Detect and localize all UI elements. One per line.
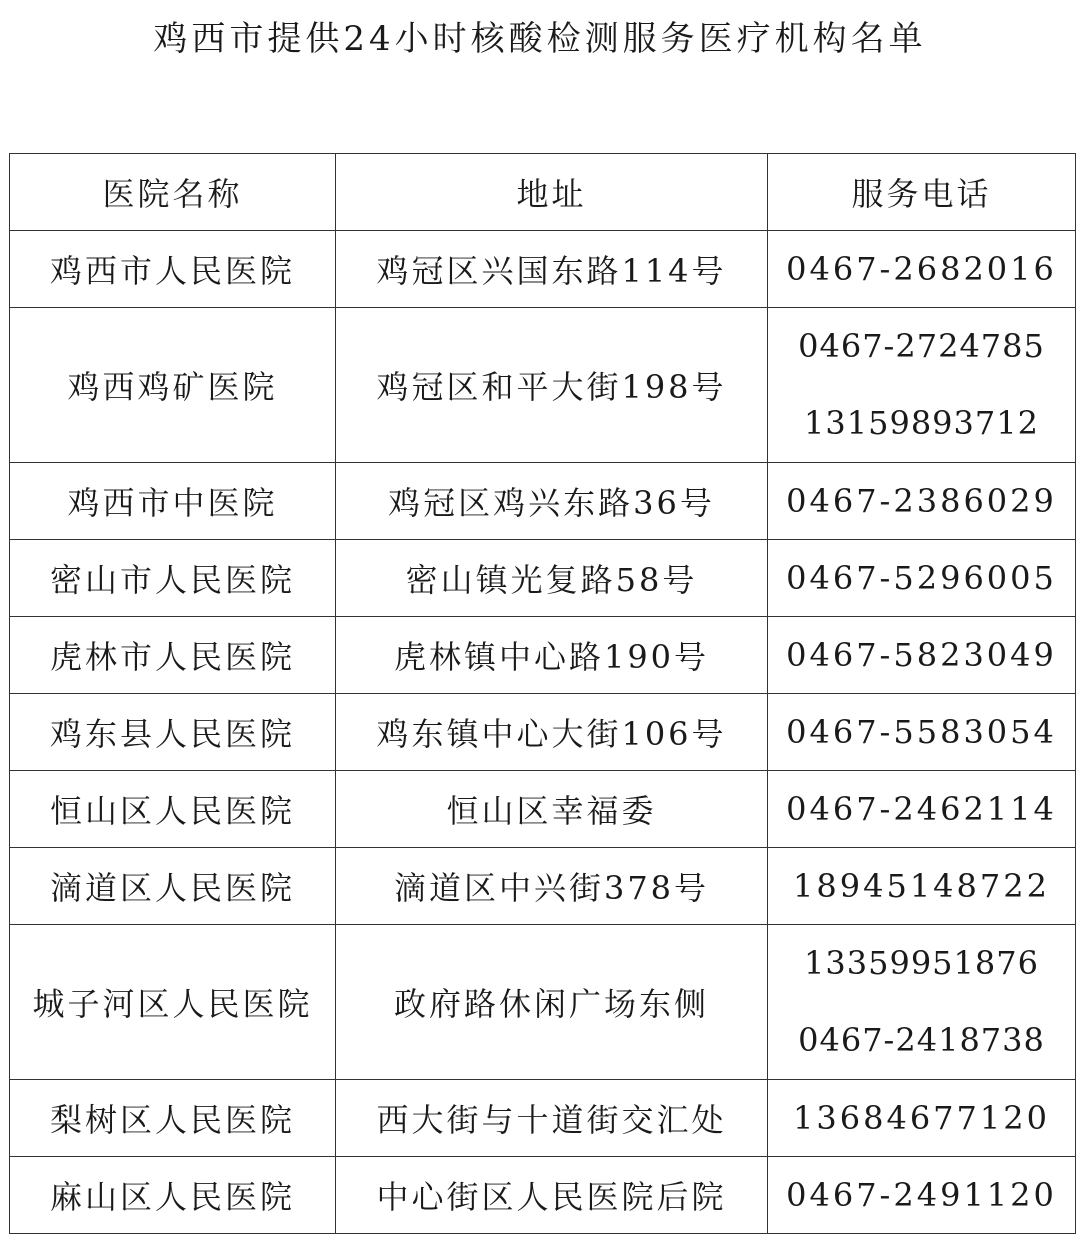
column-header-address: 地址 <box>336 154 768 231</box>
address-cell: 西大街与十道街交汇处 <box>336 1080 768 1157</box>
table-row <box>10 540 1076 617</box>
table-row <box>10 848 1076 925</box>
phone-cell: 0467-2682016 <box>768 231 1076 308</box>
hospital-name-cell: 恒山区人民医院 <box>10 771 336 848</box>
phone-cell: 18945148722 <box>768 848 1076 925</box>
table-row <box>10 231 1076 308</box>
table-row <box>10 463 1076 540</box>
hospital-name-cell: 城子河区人民医院 <box>10 925 336 1080</box>
table-row <box>10 1157 1076 1234</box>
phone-cell: 13684677120 <box>768 1080 1076 1157</box>
hospital-name-cell: 麻山区人民医院 <box>10 1157 336 1234</box>
phone-cell: 0467-2491120 <box>768 1157 1076 1234</box>
phone-number: 0467-2724785 <box>798 327 1045 365</box>
hospital-name-cell: 鸡西市中医院 <box>10 463 336 540</box>
address-cell: 鸡冠区兴国东路114号 <box>336 231 768 308</box>
phone-cell: 0467-5296005 <box>768 540 1076 617</box>
hospital-name-cell: 梨树区人民医院 <box>10 1080 336 1157</box>
address-cell: 密山镇光复路58号 <box>336 540 768 617</box>
table-row <box>10 694 1076 771</box>
phone-cell: 0467-5823049 <box>768 617 1076 694</box>
page-title: 鸡西市提供24小时核酸检测服务医疗机构名单 <box>153 19 927 59</box>
address-cell: 恒山区幸福委 <box>336 771 768 848</box>
address-cell: 中心街区人民医院后院 <box>336 1157 768 1234</box>
phone-cell <box>768 308 1076 463</box>
hospital-name-cell: 鸡西市人民医院 <box>10 231 336 308</box>
column-header-hospital-name: 医院名称 <box>10 154 336 231</box>
table-header-row <box>10 154 1076 231</box>
table-row <box>10 771 1076 848</box>
hospital-name-cell: 鸡西鸡矿医院 <box>10 308 336 463</box>
table-row <box>10 925 1076 1080</box>
phone-cell: 0467-5583054 <box>768 694 1076 771</box>
hospital-name-cell: 虎林市人民医院 <box>10 617 336 694</box>
column-header-phone: 服务电话 <box>768 154 1076 231</box>
table-row <box>10 308 1076 463</box>
phone-number: 13159893712 <box>804 404 1039 442</box>
address-cell: 政府路休闲广场东侧 <box>336 925 768 1080</box>
hospital-name-cell: 鸡东县人民医院 <box>10 694 336 771</box>
address-cell: 虎林镇中心路190号 <box>336 617 768 694</box>
address-cell: 滴道区中兴街378号 <box>336 848 768 925</box>
hospital-name-cell: 密山市人民医院 <box>10 540 336 617</box>
address-cell: 鸡东镇中心大街106号 <box>336 694 768 771</box>
table-row <box>10 617 1076 694</box>
hospital-table <box>9 153 1076 1234</box>
phone-number: 0467-2418738 <box>798 1021 1045 1059</box>
table-row <box>10 1080 1076 1157</box>
address-cell: 鸡冠区和平大街198号 <box>336 308 768 463</box>
phone-cell: 0467-2462114 <box>768 771 1076 848</box>
phone-number: 13359951876 <box>804 944 1039 982</box>
address-cell: 鸡冠区鸡兴东路36号 <box>336 463 768 540</box>
hospital-name-cell: 滴道区人民医院 <box>10 848 336 925</box>
phone-cell <box>768 925 1076 1080</box>
phone-cell: 0467-2386029 <box>768 463 1076 540</box>
